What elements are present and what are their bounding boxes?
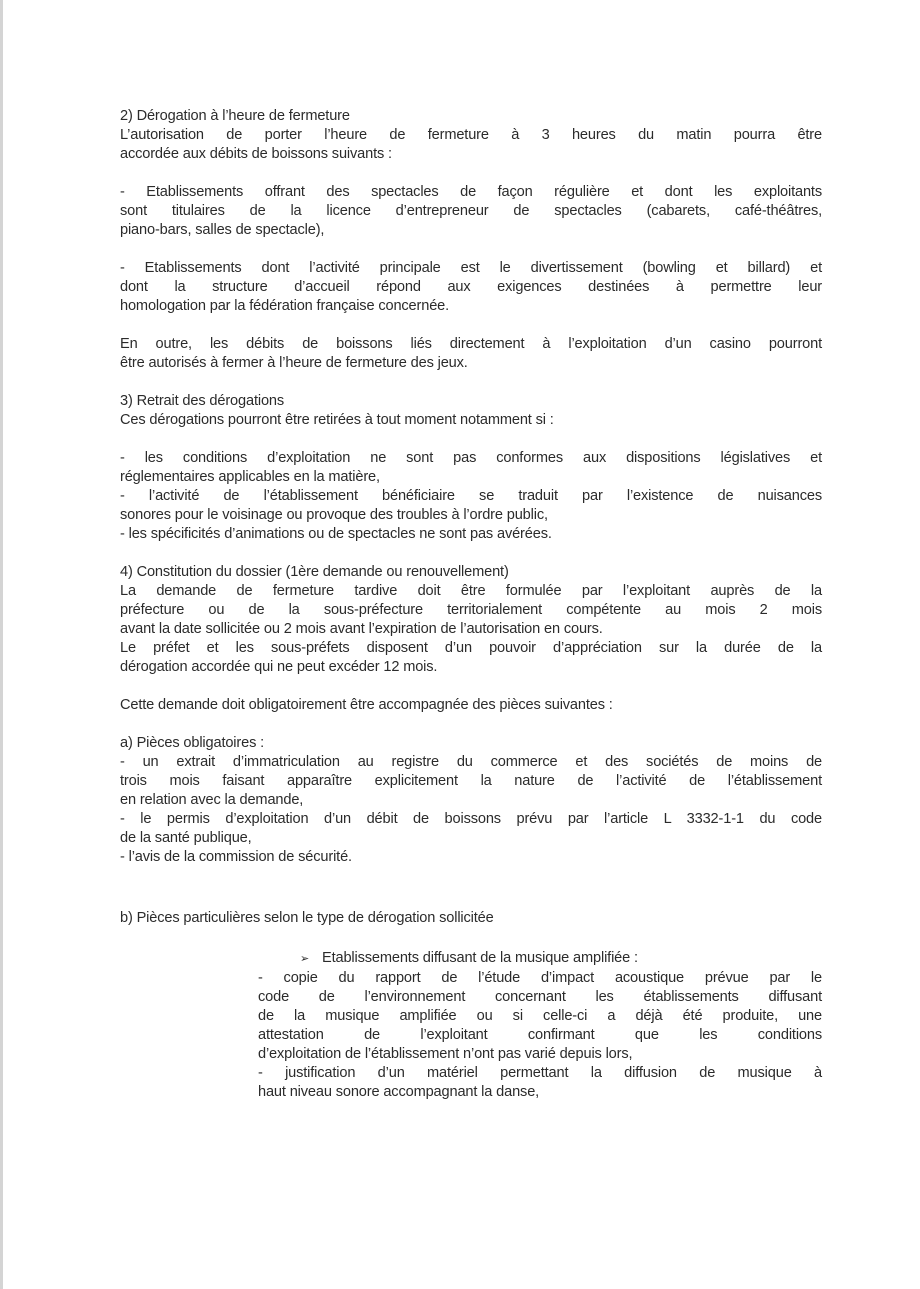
spacer [120,373,822,392]
text-line: trois mois faisant apparaître explicitement la nature de l’activité de l’établissement [120,773,822,789]
particular-pieces-heading: b) Pièces particulières selon le type de dérogation sollicitée [120,910,494,926]
text-line: - un extrait d’immatriculation au registre du commerce et des sociétés de moins de [120,754,822,770]
text-line: - l’activité de l’établissement bénéficiaire se traduit par l’existence de nuisances [120,488,822,504]
text-line: - le permis d’exploitation d’un débit de boissons prévu par l’article L 3332-1-1 du code [120,811,822,827]
text-line: avant la date sollicitée ou 2 mois avant l’expiration de l’autorisation en cours. [120,621,603,637]
music-requirements-list [258,969,822,1102]
text-line: - les conditions d’exploitation ne sont pas conformes aux dispositions législatives et [120,450,822,466]
spacer [120,164,822,183]
pieces-intro: Cette demande doit obligatoirement être accompagnée des pièces suivantes : [120,697,613,713]
text-line: dérogation accordée qui ne peut excéder 12 mois. [120,659,438,675]
music-requirements-block [258,949,822,1102]
text-line: homologation par la fédération française concernée. [120,298,450,314]
spacer [120,544,822,563]
text-line: - l’avis de la commission de sécurité. [120,849,352,865]
spacer [120,240,822,259]
spacer [120,430,822,449]
arrow-bullet-icon: ➢ [300,953,310,965]
mandatory-pieces-list [120,753,822,867]
text-line: La demande de fermeture tardive doit être formulée par l’exploitant auprès de la [120,583,822,599]
text-line: réglementaires applicables en la matière, [120,469,380,485]
text-line: - Etablissements dont l’activité principale est le divertissement (bowling et billard) et [120,260,822,276]
text-line: haut niveau sonore accompagnant la danse, [258,1084,540,1100]
text-line: préfecture ou de la sous-préfecture territorialement compétente au mois 2 mois [120,602,822,618]
section-2-intro [120,126,822,164]
section-4-heading: 4) Constitution du dossier (1ère demande ou renouvellement) [120,564,509,580]
text-line: En outre, les débits de boissons liés directement à l’exploitation d’un casino pourront [120,336,822,352]
spacer [120,677,822,696]
spacer [120,715,822,734]
section-2-item-1 [120,183,822,240]
bullet-title-text: Etablissements diffusant de la musique amplifiée : [322,950,638,966]
text-line: - justification d’un matériel permettant la diffusion de musique à [258,1065,822,1081]
music-bullet-title [258,949,822,969]
text-line: sonores pour le voisinage ou provoque des troubles à l’ordre public, [120,507,548,523]
section-4-body [120,582,822,677]
text-line: code de l’environnement concernant les établissements diffusant [258,989,822,1005]
text-line: en relation avec la demande, [120,792,304,808]
text-line: d’exploitation de l’établissement n’ont pas varié depuis lors, [258,1046,633,1062]
section-3-intro: Ces dérogations pourront être retirées à tout moment notamment si : [120,412,554,428]
text-line: Le préfet et les sous-préfets disposent d’un pouvoir d’appréciation sur la durée de la [120,640,822,656]
text-line: - Etablissements offrant des spectacles de façon régulière et dont les exploitants [120,184,822,200]
page-left-edge [0,0,3,1289]
section-2-item-2 [120,259,822,316]
text-line: de la santé publique, [120,830,252,846]
mandatory-pieces-heading: a) Pièces obligatoires : [120,735,265,751]
spacer [120,867,822,905]
text-line: L’autorisation de porter l’heure de fermeture à 3 heures du matin pourra être [120,127,822,143]
text-line: accordée aux débits de boissons suivants : [120,146,392,162]
spacer [120,316,822,335]
document-page [120,107,822,1102]
section-2-casino [120,335,822,373]
text-line: dont la structure d’accueil répond aux exigences destinées à permettre leur [120,279,822,295]
text-line: sont titulaires de la licence d’entrepreneur de spectacles (cabarets, café-théâtres, [120,203,822,219]
text-line: être autorisés à fermer à l’heure de fermeture des jeux. [120,355,468,371]
section-3-list [120,449,822,544]
text-line: piano-bars, salles de spectacle), [120,222,325,238]
section-3-heading: 3) Retrait des dérogations [120,393,285,409]
text-line: - copie du rapport de l’étude d’impact acoustique prévue par le [258,970,822,986]
section-2-heading: 2) Dérogation à l’heure de fermeture [120,108,350,124]
spacer [120,928,822,949]
text-line: de la musique amplifiée ou si celle-ci a déjà été produite, une [258,1008,822,1024]
text-line: attestation de l’exploitant confirmant que les conditions [258,1027,822,1043]
text-line: - les spécificités d’animations ou de spectacles ne sont pas avérées. [120,526,552,542]
